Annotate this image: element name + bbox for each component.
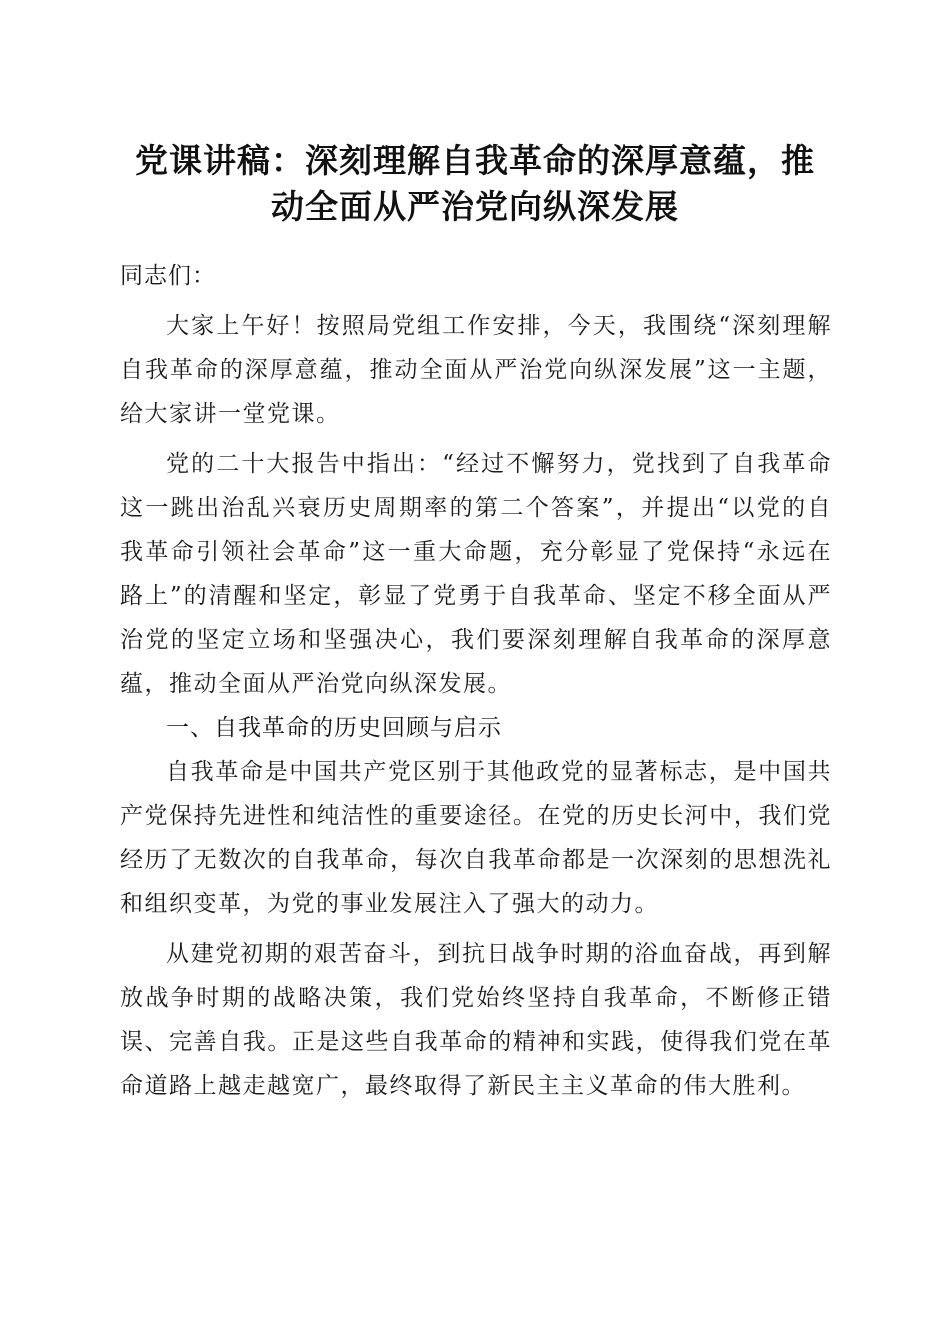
section-paragraph-1: 自我革命是中国共产党区别于其他政党的显著标志，是中国共产党保持先进性和纯洁性的重要途径。在党的历史长河中，我们党经历了无数次的自我革命，每次自我革命都是一次深刻的思想洗礼和组织变革，为党的事业发展注入了强大的动力。 [120, 759, 832, 917]
section-paragraph-2: 从建党初期的艰苦奋斗，到抗日战争时期的浴血奋战，再到解放战争时期的战略决策，我们党始终坚持自我革命，不断修正错误、完善自我。正是这些自我革命的精神和实践，使得我们党在革命道路上越走越宽广，最终取得了新民主主义革命的伟大胜利。 [120, 941, 832, 1099]
title-line-1: 党课讲稿：深刻理解自我革命的深厚意蕴，推 [135, 141, 815, 180]
intro-paragraph-1: 大家上午好！按照局党组工作安排，今天，我围绕“深刻理解自我革命的深厚意蕴，推动全面从严治党向纵深发展”这一主题，给大家讲一堂党课。 [120, 313, 832, 427]
salutation: 同志们： [120, 263, 216, 289]
section-heading: 一、自我革命的历史回顾与启示 [166, 715, 502, 741]
intro-paragraph-2: 党的二十大报告中指出：“经过不懈努力，党找到了自我革命这一跳出治乱兴衰历史周期率的第二个答案”，并提出“以党的自我革命引领社会革命”这一重大命题，充分彰显了党保持“永远在路上”的清醒和坚定，彰显了党勇于自我革命、坚定不移全面从严治党的坚定立场和坚强决心，我们要深刻理解自我革命的深厚意蕴，推动全面从严治党向纵深发展。 [120, 451, 832, 697]
document-title [110, 138, 840, 230]
title-line-2: 动全面从严治党向纵深发展 [271, 187, 679, 226]
document-body [120, 254, 832, 1108]
